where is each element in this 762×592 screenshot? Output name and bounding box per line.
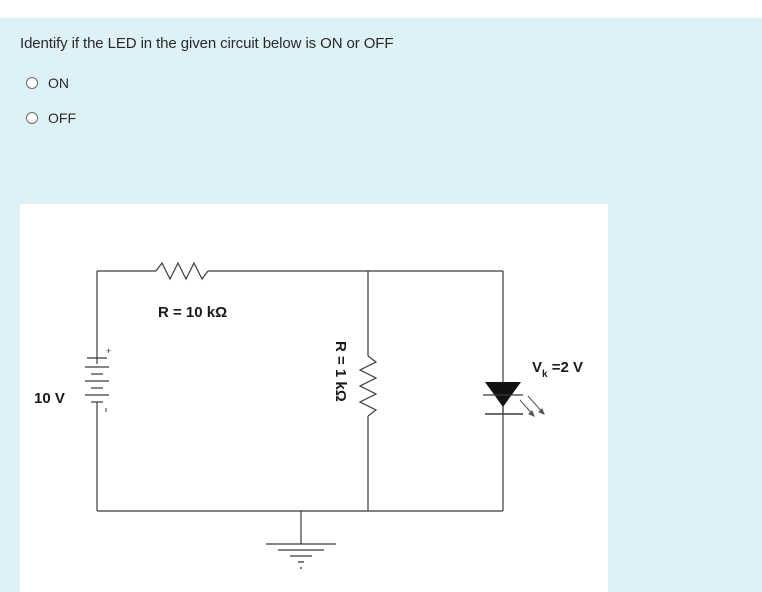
battery-symbol (85, 358, 109, 418)
option-off-radio[interactable] (26, 112, 38, 124)
question-panel (0, 18, 762, 592)
option-on[interactable] (26, 75, 69, 91)
option-off-label: OFF (48, 110, 76, 126)
option-on-radio[interactable] (26, 77, 38, 89)
battery-plus-sign: + (106, 346, 112, 356)
led-symbol (483, 382, 523, 414)
resistor-parallel-label: R = 1 kΩ (332, 341, 349, 402)
resistor-parallel-symbol (360, 356, 376, 416)
led-voltage-value: =2 V (547, 359, 584, 376)
resistor-parallel-label-group (332, 341, 349, 402)
resistor-series-label: R = 10 kΩ (158, 304, 228, 321)
circuit-svg (20, 204, 608, 592)
option-on-label: ON (48, 75, 69, 91)
led-voltage-subscript: k (542, 369, 548, 380)
led-light-arrows (520, 396, 544, 416)
resistor-series-symbol (156, 263, 208, 279)
source-voltage-label: 10 V (34, 390, 65, 407)
circuit-diagram (20, 204, 608, 592)
option-off[interactable] (26, 110, 76, 126)
led-voltage-label (532, 359, 583, 380)
led-voltage-symbol: V (532, 359, 543, 376)
question-text: Identify if the LED in the given circuit below is ON or OFF (20, 35, 394, 52)
ground-symbol (266, 544, 336, 568)
